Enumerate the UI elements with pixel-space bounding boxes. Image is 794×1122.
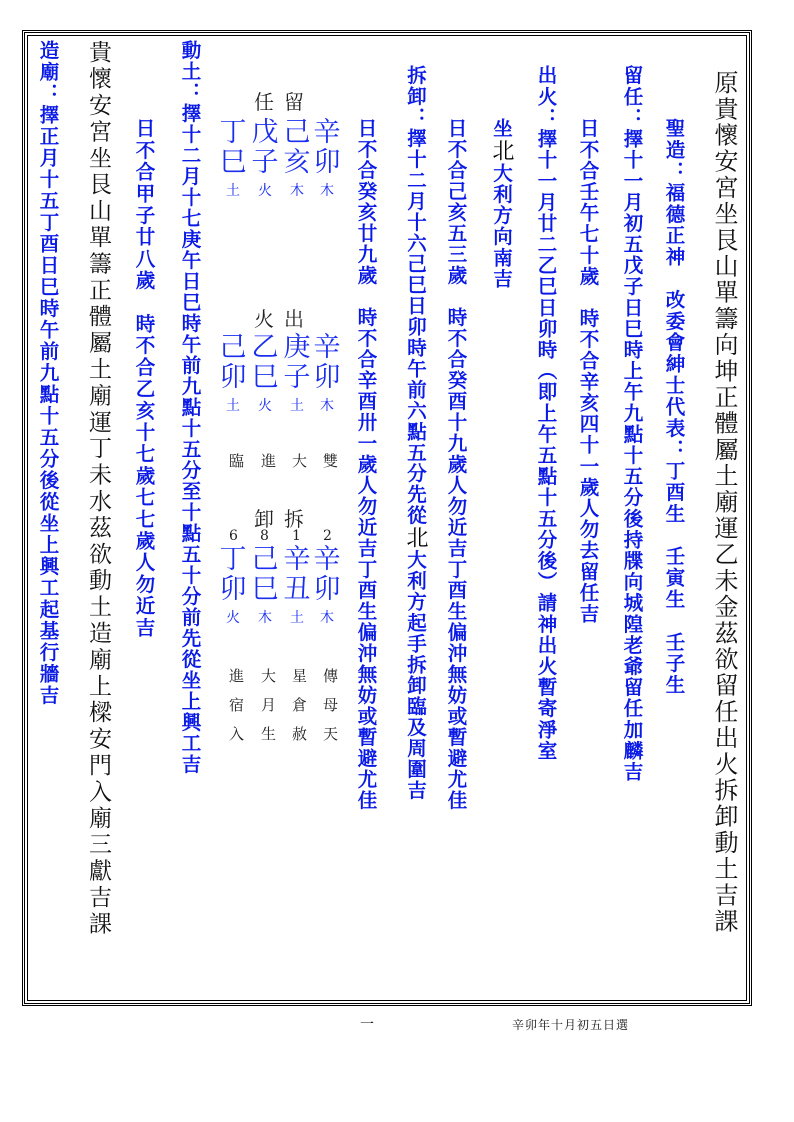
stem: 辛 [313,544,341,575]
stem: 己 [283,117,311,148]
direction-pre: 坐 [490,118,513,140]
element: 木 [320,610,334,626]
pillar-day [250,118,280,202]
pillar-label: 出 [284,307,304,331]
fire-out-main-b: 請神出火暫寄淨室 [534,592,558,762]
pillar-label: 任 [254,90,274,114]
dismantle-clash: 日不合癸亥廿九歲 時不合辛酉卅一歲人勿近吉丁酉生偏沖無妨或暫避尤佳 [354,118,378,811]
pillar-year [312,333,342,417]
dismantle-north-highlight: 北 [403,525,428,550]
pillar-day [250,545,280,629]
star-label: 臨 [227,453,245,482]
branch: 卯 [313,362,341,393]
fire-out-paren: （即上午五點十五分後） [534,360,558,593]
element: 土 [226,183,240,199]
stay-in-office-main: 留任：擇十一月初五戊子日巳時上午九點十五分後持牒向城隍老爺留任加麟吉 [620,65,644,783]
pillar-month [282,333,312,417]
star-label: 進宿入 [227,668,245,755]
branch: 子 [283,362,311,393]
element: 木 [320,398,334,414]
element: 火 [258,183,272,199]
pillar-label: 火 [254,307,274,331]
star-label: 雙 [321,453,339,482]
stem: 辛 [313,117,341,148]
element: 木 [290,183,304,199]
element: 火 [258,398,272,414]
date-selected: 辛卯年十月初五日選 [512,1018,630,1032]
element: 火 [226,610,240,626]
branch: 卯 [219,362,247,393]
stem: 辛 [313,332,341,363]
branch: 巳 [251,574,279,605]
pillar-month [282,118,312,202]
star-label: 傳母天 [321,668,339,755]
element: 土 [290,398,304,414]
pillar-number: 2 [323,528,332,544]
pillar-day [250,333,280,417]
subtitle-line: 貴懷安宮坐艮山單籌正體屬土廟運丁未水茲欲動土造廟上樑安門入廟三獻吉課 [85,40,111,938]
title-line: 原貴懷安宮坐艮山單籌向坤正體屬土廟運乙未金茲欲留任出火拆卸動土吉課 [710,70,738,935]
pillar-month [282,545,312,629]
pillar-label: 卸 [254,507,274,531]
pillar-hour [218,545,248,629]
pillar-number: 1 [292,528,301,544]
pillar-hour [218,118,248,202]
page-number: 一 [360,1017,374,1033]
dismantle-main [404,65,426,801]
branch: 卯 [313,574,341,605]
stem: 庚 [283,332,311,363]
stem: 己 [219,332,247,363]
pillar-number: 6 [229,528,238,544]
dismantle-main-post: 大利方起手拆卸臨及周圍吉 [404,549,427,801]
stem: 戊 [251,117,279,148]
groundbreaking-clash: 日不合甲子廿八歲 時不合乙亥十七歲七七歲人勿近吉 [132,118,156,639]
star-label: 大 [290,453,308,482]
fire-out-clash: 日不合己亥五三歲 時不合癸酉十九歲人勿近吉丁酉生偏沖無妨或暫避尤佳 [444,118,468,811]
stay-in-office-clash: 日不合壬午七十歲 時不合辛亥四十一歲人勿去留任吉 [576,118,600,625]
pillar-label: 留 [284,90,304,114]
fire-out-direction [490,118,512,289]
branch: 子 [251,147,279,178]
pillar-year [312,118,342,202]
branch: 亥 [283,147,311,178]
direction-north-highlight: 北 [489,139,514,163]
pillar-year [312,545,342,629]
pillar-number: 8 [260,528,269,544]
direction-post: 大利方向南吉 [490,162,513,290]
fire-out-main [536,65,556,761]
branch: 卯 [219,574,247,605]
pillar-label: 拆 [284,507,304,531]
stem: 己 [251,544,279,575]
star-label: 進 [259,453,277,482]
stem: 丁 [219,544,247,575]
branch: 巳 [251,362,279,393]
branch: 丑 [283,574,311,605]
fire-out-main-a: 出火：擇十一月廿二乙巳日卯時 [534,65,558,361]
dismantle-main-pre: 拆卸：擇十二月十六己巳日卯時午前六點五分先從 [404,65,427,526]
star-label: 大月生 [259,668,277,755]
stem: 丁 [219,117,247,148]
groundbreaking-main: 動土：擇十二月十七庚午日巳時午前九點十五分至十點五十分前先從坐上興工吉 [178,40,202,775]
branch: 巳 [219,147,247,178]
element: 木 [320,183,334,199]
branch: 卯 [313,147,341,178]
temple-build-line: 造廟：擇正月十五丁酉日巳時午前九點十五分後從坐上興工起基行牆吉 [36,40,60,707]
stem: 辛 [283,544,311,575]
element: 土 [290,610,304,626]
stem: 乙 [251,332,279,363]
star-label: 星倉赦 [290,668,308,755]
element: 木 [258,610,272,626]
clients-line: 聖造：福德正神 改委會紳士代表：丁酉生 壬寅生 壬子生 [662,118,686,696]
element: 土 [226,398,240,414]
pillar-hour [218,333,248,417]
